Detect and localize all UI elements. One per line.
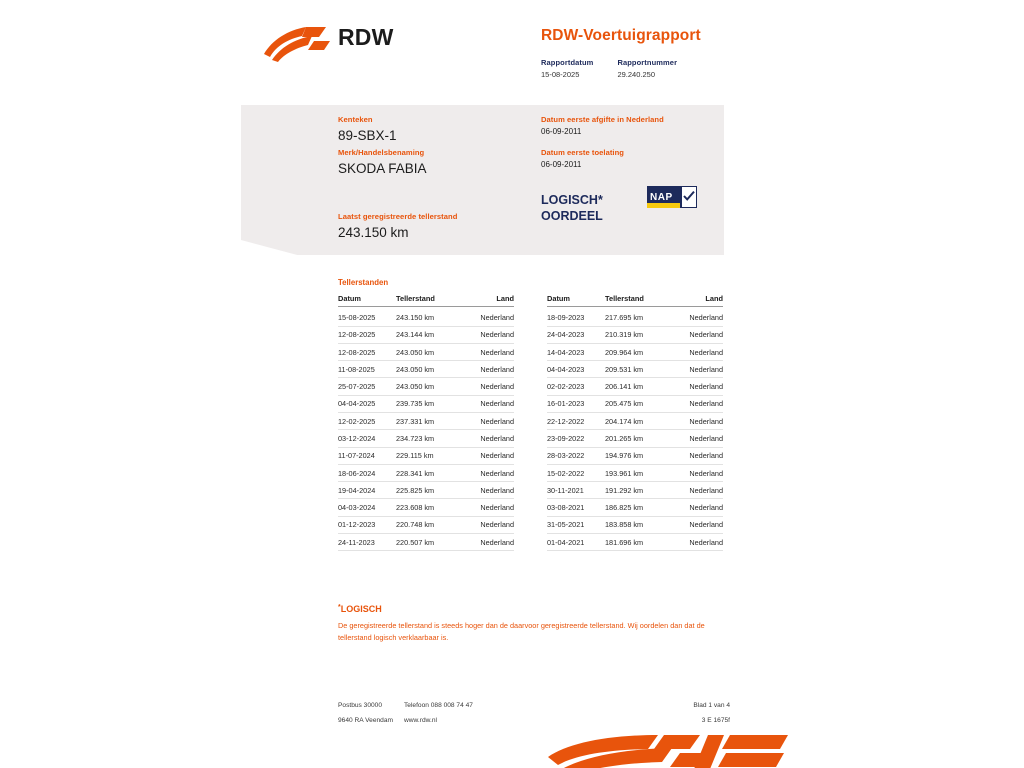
tellerstanden-table-left bbox=[338, 294, 514, 551]
cell-tellerstand: 183.858 km bbox=[605, 516, 667, 533]
cell-land: Nederland bbox=[667, 482, 723, 499]
cell-datum: 19-04-2024 bbox=[338, 482, 396, 499]
cell-datum: 04-04-2023 bbox=[547, 361, 605, 378]
cell-tellerstand: 201.265 km bbox=[605, 430, 667, 447]
cell-datum: 30-11-2021 bbox=[547, 482, 605, 499]
cell-tellerstand: 194.976 km bbox=[605, 447, 667, 464]
report-date-label: Rapportdatum bbox=[541, 58, 594, 67]
table-row bbox=[338, 413, 514, 430]
cell-datum: 16-01-2023 bbox=[547, 395, 605, 412]
cell-land: Nederland bbox=[458, 447, 514, 464]
cell-tellerstand: 210.319 km bbox=[605, 326, 667, 343]
table-row bbox=[547, 482, 723, 499]
cell-datum: 22-12-2022 bbox=[547, 413, 605, 430]
cell-land: Nederland bbox=[458, 533, 514, 550]
field-kenteken bbox=[338, 115, 397, 143]
table-row bbox=[547, 326, 723, 343]
verdict-line-1: LOGISCH* bbox=[541, 193, 603, 207]
cell-land: Nederland bbox=[667, 464, 723, 481]
cell-datum: 04-04-2025 bbox=[338, 395, 396, 412]
cell-datum: 18-06-2024 bbox=[338, 464, 396, 481]
tellerstanden-table-right bbox=[547, 294, 723, 551]
cell-tellerstand: 209.964 km bbox=[605, 343, 667, 360]
cell-land: Nederland bbox=[667, 395, 723, 412]
table-row bbox=[338, 499, 514, 516]
cell-land: Nederland bbox=[458, 516, 514, 533]
tellerstanden-left-body bbox=[338, 307, 514, 551]
cell-datum: 01-12-2023 bbox=[338, 516, 396, 533]
report-number-label: Rapportnummer bbox=[617, 58, 678, 67]
table-row bbox=[338, 395, 514, 412]
table-row bbox=[547, 516, 723, 533]
table-row bbox=[338, 447, 514, 464]
verdict-block bbox=[541, 192, 603, 224]
table-row bbox=[547, 361, 723, 378]
cell-land: Nederland bbox=[458, 361, 514, 378]
cell-land: Nederland bbox=[458, 395, 514, 412]
cell-tellerstand: 223.608 km bbox=[396, 499, 458, 516]
cell-tellerstand: 206.141 km bbox=[605, 378, 667, 395]
tellerstanden-right-body bbox=[547, 307, 723, 551]
nap-yellow-bar bbox=[647, 203, 680, 208]
cell-datum: 03-12-2024 bbox=[338, 430, 396, 447]
table-row bbox=[547, 430, 723, 447]
table-row bbox=[338, 430, 514, 447]
cell-datum: 12-02-2025 bbox=[338, 413, 396, 430]
cell-land: Nederland bbox=[458, 430, 514, 447]
cell-datum: 15-08-2025 bbox=[338, 307, 396, 327]
rdw-footer-graphic-icon bbox=[548, 735, 788, 768]
report-date-block bbox=[541, 58, 593, 79]
footer-page-info: Blad 1 van 4 bbox=[693, 702, 730, 709]
cell-land: Nederland bbox=[667, 499, 723, 516]
tellerstanden-section bbox=[338, 278, 724, 551]
page-footer bbox=[338, 702, 730, 732]
col-land: Land bbox=[667, 294, 723, 307]
cell-land: Nederland bbox=[458, 343, 514, 360]
cell-tellerstand: 217.695 km bbox=[605, 307, 667, 327]
table-row bbox=[547, 413, 723, 430]
footer-contact-line1: Telefoon 088 008 74 47 bbox=[404, 702, 473, 709]
cell-land: Nederland bbox=[667, 447, 723, 464]
cell-land: Nederland bbox=[667, 533, 723, 550]
cell-datum: 14-04-2023 bbox=[547, 343, 605, 360]
table-row bbox=[338, 343, 514, 360]
cell-land: Nederland bbox=[667, 326, 723, 343]
merk-label: Merk/Handelsbenaming bbox=[338, 148, 425, 157]
field-eerste-afgifte bbox=[541, 115, 664, 136]
nap-check-icon bbox=[681, 186, 697, 208]
tellerstanden-title: Tellerstanden bbox=[338, 278, 389, 287]
table-row bbox=[547, 499, 723, 516]
table-row bbox=[547, 464, 723, 481]
rdw-logo-icon bbox=[262, 24, 332, 66]
cell-tellerstand: 243.050 km bbox=[396, 361, 458, 378]
cell-land: Nederland bbox=[667, 343, 723, 360]
cell-tellerstand: 193.961 km bbox=[605, 464, 667, 481]
footnote-title bbox=[338, 604, 730, 614]
footer-doc-code: 3 E 1675f bbox=[701, 717, 730, 724]
eerste-afgifte-label: Datum eerste afgifte in Nederland bbox=[541, 115, 664, 124]
cell-tellerstand: 181.696 km bbox=[605, 533, 667, 550]
footer-row-1 bbox=[338, 702, 730, 709]
laatste-tellerstand-value: 243.150 km bbox=[338, 225, 409, 240]
cell-land: Nederland bbox=[667, 516, 723, 533]
nap-label: NAP bbox=[650, 191, 673, 203]
cell-datum: 31-05-2021 bbox=[547, 516, 605, 533]
eerste-afgifte-value: 06-09-2011 bbox=[541, 127, 582, 136]
footer-address-line2: 9640 RA Veendam bbox=[338, 717, 393, 724]
table-row bbox=[547, 395, 723, 412]
cell-tellerstand: 243.050 km bbox=[396, 343, 458, 360]
cell-land: Nederland bbox=[667, 378, 723, 395]
col-land: Land bbox=[458, 294, 514, 307]
cell-tellerstand: 220.507 km bbox=[396, 533, 458, 550]
table-row bbox=[547, 307, 723, 327]
col-datum: Datum bbox=[338, 294, 396, 307]
col-datum: Datum bbox=[547, 294, 605, 307]
cell-datum: 15-02-2022 bbox=[547, 464, 605, 481]
cell-land: Nederland bbox=[667, 361, 723, 378]
table-header-row bbox=[338, 294, 514, 307]
footnote-title-text: LOGISCH bbox=[340, 604, 382, 614]
footnote-star: * bbox=[338, 604, 341, 611]
table-row bbox=[338, 361, 514, 378]
cell-land: Nederland bbox=[667, 430, 723, 447]
cell-tellerstand: 229.115 km bbox=[396, 447, 458, 464]
cell-land: Nederland bbox=[458, 499, 514, 516]
verdict-line-2: OORDEEL bbox=[541, 209, 603, 223]
report-number-value: 29.240.250 bbox=[617, 70, 655, 79]
cell-tellerstand: 234.723 km bbox=[396, 430, 458, 447]
table-header-row bbox=[547, 294, 723, 307]
footnote-block bbox=[338, 604, 730, 643]
cell-datum: 12-08-2025 bbox=[338, 343, 396, 360]
cell-tellerstand: 220.748 km bbox=[396, 516, 458, 533]
cell-datum: 24-04-2023 bbox=[547, 326, 605, 343]
cell-datum: 01-04-2021 bbox=[547, 533, 605, 550]
cell-land: Nederland bbox=[458, 464, 514, 481]
cell-land: Nederland bbox=[667, 307, 723, 327]
cell-tellerstand: 228.341 km bbox=[396, 464, 458, 481]
table-row bbox=[338, 482, 514, 499]
cell-land: Nederland bbox=[458, 413, 514, 430]
cell-datum: 12-08-2025 bbox=[338, 326, 396, 343]
cell-tellerstand: 191.292 km bbox=[605, 482, 667, 499]
cell-datum: 04-03-2024 bbox=[338, 499, 396, 516]
cell-datum: 11-08-2025 bbox=[338, 361, 396, 378]
cell-datum: 23-09-2022 bbox=[547, 430, 605, 447]
cell-land: Nederland bbox=[458, 326, 514, 343]
cell-datum: 02-02-2023 bbox=[547, 378, 605, 395]
cell-tellerstand: 209.531 km bbox=[605, 361, 667, 378]
cell-datum: 28-03-2022 bbox=[547, 447, 605, 464]
cell-tellerstand: 237.331 km bbox=[396, 413, 458, 430]
field-merk bbox=[338, 148, 427, 176]
cell-land: Nederland bbox=[667, 413, 723, 430]
eerste-toelating-label: Datum eerste toelating bbox=[541, 148, 624, 157]
brand-title: RDW bbox=[338, 24, 394, 50]
cell-datum: 11-07-2024 bbox=[338, 447, 396, 464]
cell-tellerstand: 243.050 km bbox=[396, 378, 458, 395]
laatste-tellerstand-label: Laatst geregistreerde tellerstand bbox=[338, 212, 458, 221]
cell-tellerstand: 239.735 km bbox=[396, 395, 458, 412]
report-meta bbox=[541, 58, 677, 79]
table-row bbox=[547, 533, 723, 550]
cell-datum: 24-11-2023 bbox=[338, 533, 396, 550]
col-tellerstand: Tellerstand bbox=[605, 294, 667, 307]
col-tellerstand: Tellerstand bbox=[396, 294, 458, 307]
cell-tellerstand: 225.825 km bbox=[396, 482, 458, 499]
cell-datum: 18-09-2023 bbox=[547, 307, 605, 327]
table-row bbox=[338, 533, 514, 550]
merk-value: SKODA FABIA bbox=[338, 161, 427, 176]
field-laatste-tellerstand bbox=[338, 212, 457, 240]
cell-tellerstand: 243.144 km bbox=[396, 326, 458, 343]
cell-tellerstand: 205.475 km bbox=[605, 395, 667, 412]
table-row bbox=[338, 464, 514, 481]
table-row bbox=[338, 516, 514, 533]
kenteken-label: Kenteken bbox=[338, 115, 373, 124]
cell-land: Nederland bbox=[458, 307, 514, 327]
table-row bbox=[547, 343, 723, 360]
table-row bbox=[338, 326, 514, 343]
cell-tellerstand: 204.174 km bbox=[605, 413, 667, 430]
cell-tellerstand: 186.825 km bbox=[605, 499, 667, 516]
footer-address-line1: Postbus 30000 bbox=[338, 702, 382, 709]
footnote-body: De geregistreerde tellerstand is steeds hoger dan de daarvoor geregistreerde tellerstand. Wij oordelen dan dat de tellerstand logisch verklaarbaar is. bbox=[338, 621, 705, 642]
footer-row-2 bbox=[338, 717, 730, 724]
table-row bbox=[547, 447, 723, 464]
table-row bbox=[547, 378, 723, 395]
cell-datum: 25-07-2025 bbox=[338, 378, 396, 395]
footer-website-link[interactable]: www.rdw.nl bbox=[404, 717, 437, 724]
report-title: RDW-Voertuigrapport bbox=[541, 27, 701, 44]
kenteken-value: 89-SBX-1 bbox=[338, 128, 397, 143]
table-row bbox=[338, 307, 514, 327]
cell-tellerstand: 243.150 km bbox=[396, 307, 458, 327]
cell-land: Nederland bbox=[458, 482, 514, 499]
table-row bbox=[338, 378, 514, 395]
cell-land: Nederland bbox=[458, 378, 514, 395]
report-date-value: 15-08-2025 bbox=[541, 70, 580, 79]
eerste-toelating-value: 06-09-2011 bbox=[541, 160, 582, 169]
cell-datum: 03-08-2021 bbox=[547, 499, 605, 516]
field-eerste-toelating bbox=[541, 148, 624, 169]
report-number-block bbox=[617, 58, 677, 79]
